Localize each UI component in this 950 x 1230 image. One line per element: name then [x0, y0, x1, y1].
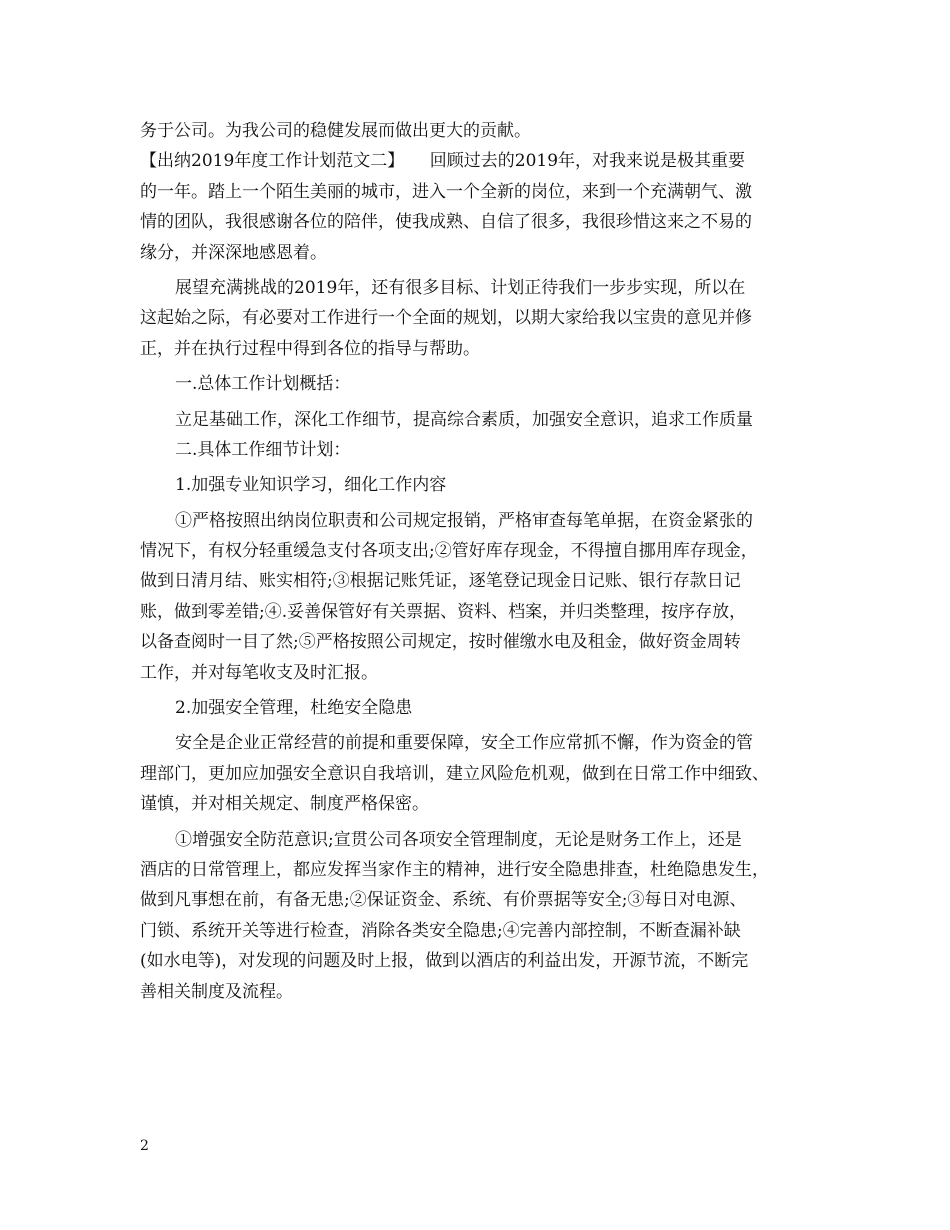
text-line: ①增强安全防范意识;宣贯公司各项安全管理制度，无论是财务工作上，还是	[175, 829, 742, 850]
text-line: 谨慎，并对相关规定、制度严格保密。	[140, 794, 429, 815]
text-line: 做到凡事想在前，有备无患;②保证资金、系统、有价票据等安全;③每日对电源、	[140, 890, 747, 911]
subsection-heading: 1.加强专业知识学习，细化工作内容	[175, 475, 447, 496]
text-line: 情的团队，我很感谢各位的陪伴，使我成熟、自信了很多，我很珍惜这来之不易的	[140, 212, 752, 233]
text-line: 工作，并对每笔收支及时汇报。	[140, 662, 378, 683]
text-line: 正，并在执行过程中得到各位的指导与帮助。	[140, 338, 480, 359]
text-line: 务于公司。为我公司的稳健发展而做出更大的贡献。	[140, 121, 531, 141]
section-heading: 一.总体工作计划概括：	[175, 374, 351, 395]
text-line: 情况下，有权分轻重缓急支付各项支出;②管好库存现金，不得擅自挪用库存现金，	[140, 541, 758, 562]
text-line: (如水电等)，对发现的问题及时上报，做到以酒店的利益出发，开源节流，不断完	[140, 951, 749, 972]
text-line: 善相关制度及流程。	[140, 981, 293, 1002]
text-line: 的一年。踏上一个陌生美丽的城市，进入一个全新的岗位，来到一个充满朝气、激	[140, 181, 752, 202]
text-line: 门锁、系统开关等进行检查，消除各类安全隐患;④完善内部控制，不断查漏补缺	[140, 920, 741, 941]
section-heading: 二.具体工作细节计划：	[175, 439, 351, 460]
document-body	[140, 116, 812, 1007]
text-line: ①严格按照出纳岗位职责和公司规定报销，严格审查每笔单据，在资金紧张的	[175, 510, 753, 531]
text-line: 展望充满挑战的2019年，还有很多目标、计划正待我们一步步实现，所以在	[175, 277, 746, 298]
text-line: 酒店的日常管理上，都应发挥当家作主的精神，进行安全隐患排查，杜绝隐患发生，	[140, 859, 769, 880]
text-line: 理部门，更加应加强安全意识自我培训，建立风险危机观，做到在日常工作中细致、	[140, 763, 769, 784]
text-line: 缘分，并深深地感恩着。	[140, 242, 327, 263]
text-line: 做到日清月结、账实相符;③根据记账凭证，逐笔登记现金日记账、银行存款日记	[140, 571, 741, 592]
text-line: 立足基础工作，深化工作细节，提高综合素质，加强安全意识，追求工作质量	[175, 409, 753, 430]
text-line: 账，做到零差错;④.妥善保管好有关票据、资料、档案，并归类整理，按序存放，	[140, 601, 747, 622]
page-number: 2	[140, 1138, 149, 1154]
subsection-heading: 2.加强安全管理，杜绝安全隐患	[175, 698, 413, 719]
text-line: 【出纳2019年度工作计划范文二】 回顾过去的2019年，对我来说是极其重要	[140, 151, 746, 172]
text-line: 以备查阅时一目了然;⑤严格按照公司规定，按时催缴水电及租金，做好资金周转	[140, 632, 741, 653]
text-line: 这起始之际，有必要对工作进行一个全面的规划，以期大家给我以宝贵的意见并修	[140, 308, 752, 329]
text-line: 安全是企业正常经营的前提和重要保障，安全工作应常抓不懈，作为资金的管	[175, 733, 753, 754]
